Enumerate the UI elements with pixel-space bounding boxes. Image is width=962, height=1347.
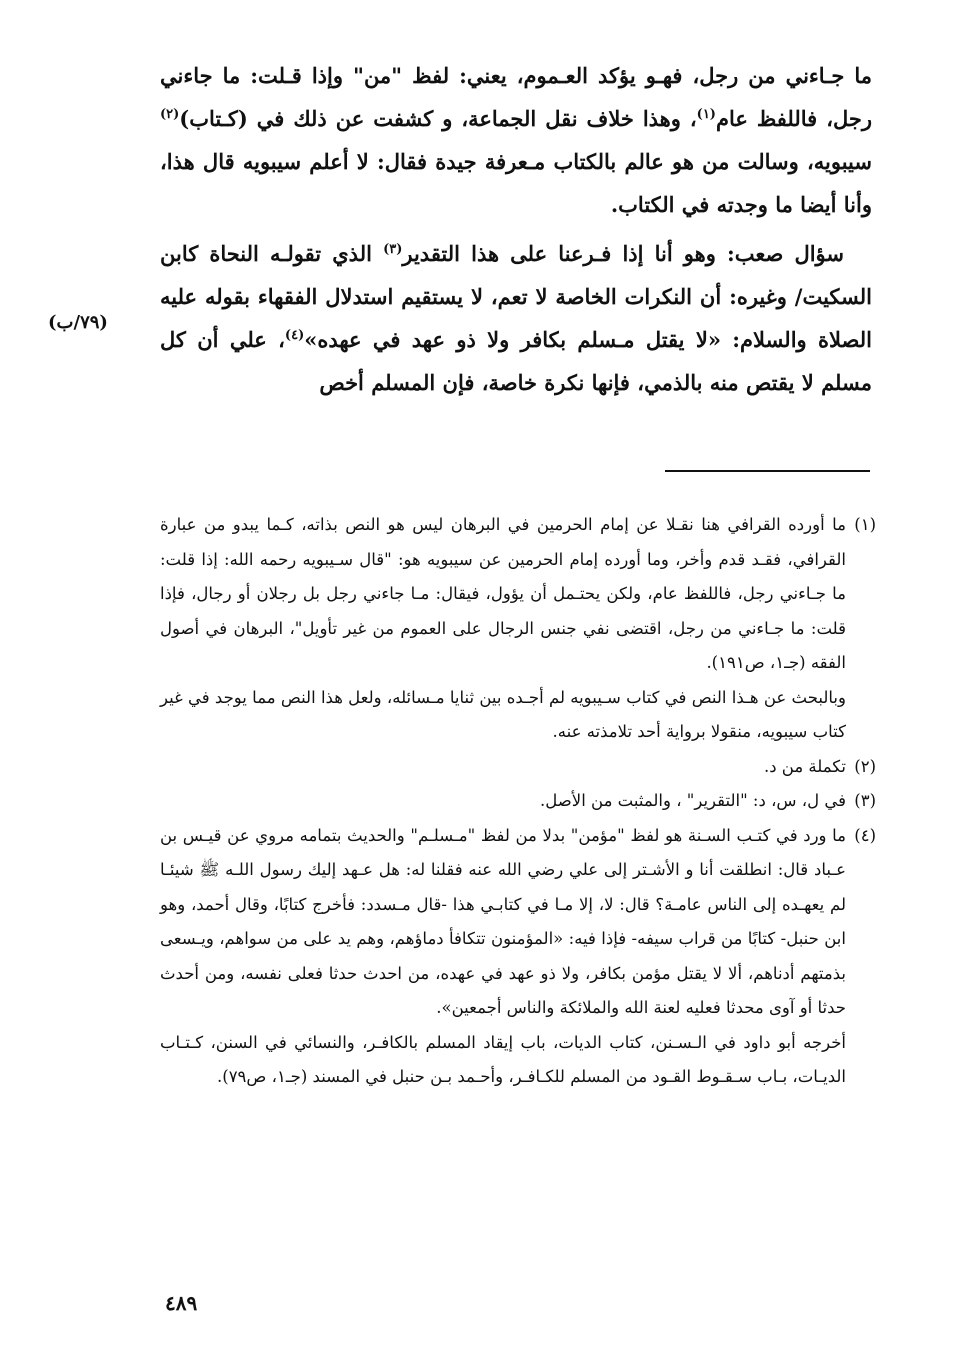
footnote bbox=[160, 819, 876, 1095]
main-text-run: سؤال صعب: وهو أنا إذا فـرعنا على هذا التقدير bbox=[402, 241, 844, 266]
footnote bbox=[160, 784, 876, 819]
main-paragraph bbox=[160, 54, 872, 226]
footnotes bbox=[160, 508, 876, 1095]
footnote-paragraph: وبالبحث عن هـذا النص في كتاب سـيبويه لم أجـده بين ثنايا مـسائله، ولعل هذا النص مما يوجد في غير كتاب سيبويه، منقولا برواية أحد تلامذته عنه. bbox=[160, 687, 846, 741]
margin-folio-note: (٧٩/ب) bbox=[48, 312, 108, 333]
footnote-ref: (٢) bbox=[160, 107, 180, 122]
footnote-body bbox=[160, 784, 846, 819]
main-text bbox=[160, 54, 872, 404]
footnote-ref: (٤) bbox=[284, 328, 305, 343]
footnote-paragraph: تكملة من د. bbox=[763, 756, 846, 776]
footnote-paragraph: في ل، س، د: "التقرير" ، والمثبت من الأصل. bbox=[540, 791, 846, 810]
footnote-ref: (٣) bbox=[383, 242, 403, 257]
main-text-run: ، علي أن كل مسلم لا يقتص منه بالذمي، فإنها نكرة خاصة، فإن المسلم أخص bbox=[160, 327, 872, 395]
footnote-ref: (١) bbox=[696, 107, 716, 122]
footnote-paragraph: ما أورده القرافي هنا نقـلا عن إمام الحرمين في البرهان ليس هو النص بذاته، كـما يبدو من عبارة القرافي، فقـد قدم وأخر، وما أورده إمام الحرمين عن سيبويه هو: "قال سـيبويه رحمه الله: إذا قلت: ما جـاءني رجل، فاللفظ عام، ولكن يحتـمل أن يؤول، فيقال: مـا جاءني رجل بل رجلان أو رجال، فإذا قلت: ما جـاءني من رجل، اقتضى نفي جنس الرجال على العموم من غير تأويل"، البرهان في أصول الفقه (جـ١، ص١٩١). bbox=[160, 515, 847, 672]
footnote-paragraph: أخرجه أبو داود في الـسـنن، كتاب الديات، باب إيقاد المسلم بالكافـر، والنسائي في السنن، كـتـاب الديـات، بـاب سـقـوط القـود من المسلم للكـافـر، وأحـمد بـن حنبل في المسند (جـ١، ص٧٩). bbox=[160, 1032, 846, 1086]
footnote-body bbox=[160, 750, 846, 785]
footnote-body bbox=[160, 508, 846, 750]
footnote-body bbox=[160, 819, 846, 1095]
footnote bbox=[160, 508, 876, 750]
footnote-separator bbox=[665, 470, 870, 472]
main-text-run: سيبويه، وسالت من هو عالم بالكتاب مـعرفة جيدة فقال: لا أعلم سيبويه قال هذا، وأنا أيضا ما وجدته في الكتاب. bbox=[160, 149, 872, 217]
page-number: ٤٨٩ bbox=[165, 1291, 198, 1315]
footnote-number: (١) bbox=[854, 515, 876, 534]
main-text-run: الذي تقولـه النحاة كابن السكيت/ وغيره: أن النكرات الخاصة لا تعم، لا يستقيم استدلال الفقهاء بقوله عليه الصلاة والسلام: «لا يقتل مـسلم بكافر ولا ذو عهد في عهده» bbox=[160, 241, 872, 352]
footnote-number: (٣) bbox=[854, 791, 876, 810]
footnote-number: (٤) bbox=[854, 825, 876, 845]
main-paragraph bbox=[160, 232, 872, 404]
footnote bbox=[160, 750, 876, 785]
footnote-paragraph: ما ورد في كتـب السـنة هو لفظ "مؤمن" بدلا من لفظ "مـسلـم" والحديث بتمامه مروي عن قيـس بن عـباد قال: انطلقت أنا و الأشـتر إلى علي رضي الله عنه فقلنا له: هل عـهد إليك رسول اللـه ﷺ شيئـا لم يعهـده إلى الناس عامـة؟ قال: لا، إلا مـا في كتابـي هذا -قال مـسدد: فأخرج كتابًا، وقال أحمد، وهو ابن حنبل- كتابًا من قراب سيفه- فإذا فيه: «المؤمنون تتكافأ دماؤهم، وهم يد على من سواهم، ويـسعى بذمتهم أدناهم، ألا لا يقتل مؤمن بكافر، ولا ذو عهد في عهده، من احدث حدثا فعلى نفسه، ومن أحدث حدثا أو آوى محدثا فعليه لعنة الله والملائكة والناس أجمعين». bbox=[160, 825, 846, 1017]
main-text-run: ما جـاءني من رجل، فهـو يؤكد العـموم، يعني: لفظ "من" وإذا قـلت: ما جاءني رجل، فاللفظ عام bbox=[160, 63, 872, 131]
main-text-run: ، وهذا خلاف نقل الجماعة، و كشفت عن ذلك في (كـتاب) bbox=[179, 106, 697, 131]
footnote-number: (٢) bbox=[854, 756, 876, 776]
